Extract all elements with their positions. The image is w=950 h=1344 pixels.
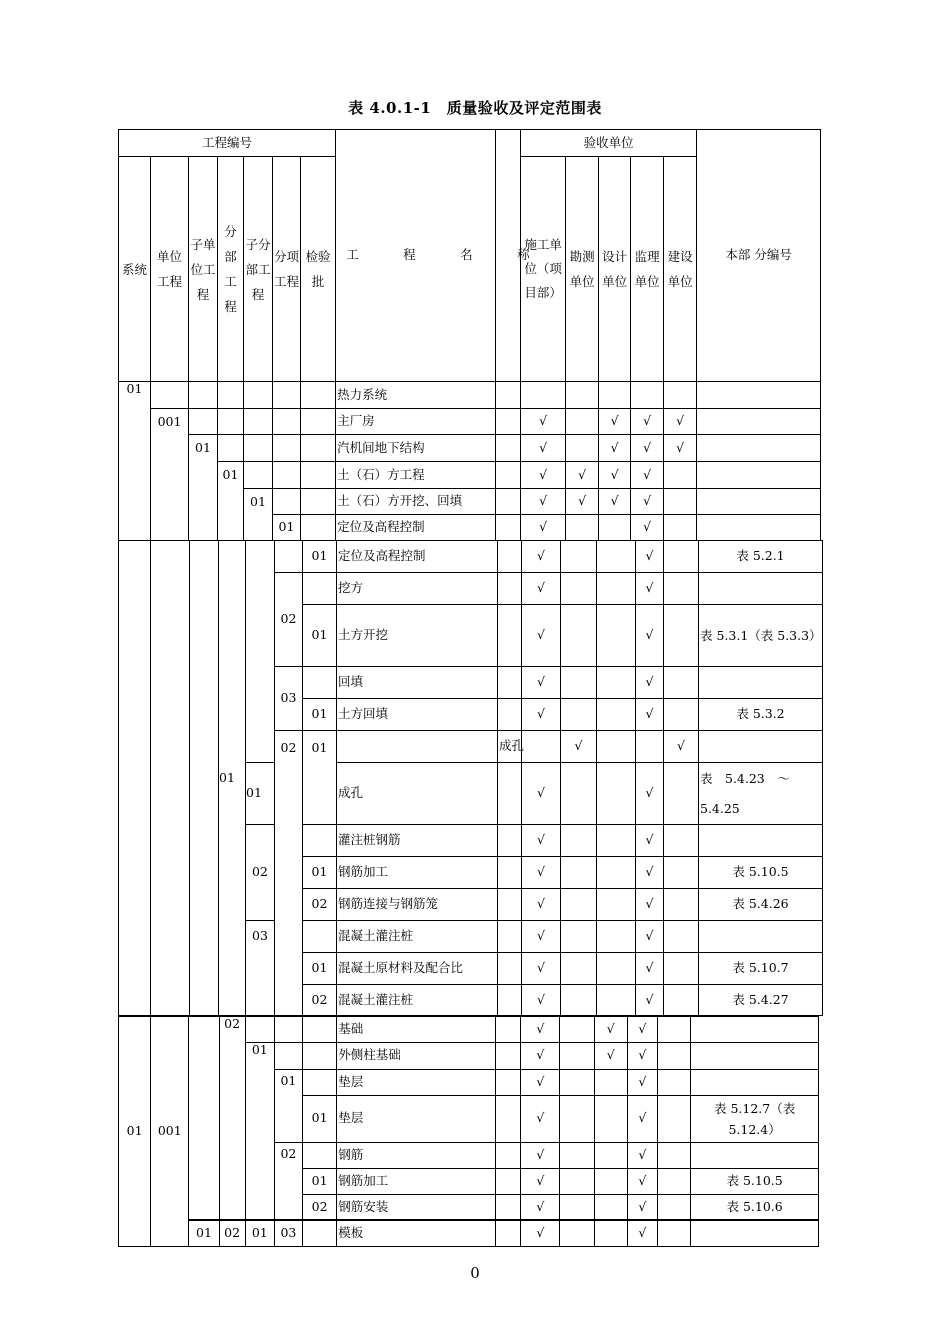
table-row	[119, 462, 821, 489]
check-construction: √	[521, 1142, 560, 1168]
header-sub-unit-project: 子单位工程	[189, 157, 218, 382]
cell-form-number: 表 5.4.27	[699, 985, 823, 1016]
check-supervision: √	[636, 763, 664, 825]
cell-division: 01	[219, 541, 246, 1016]
cell-project-name: 垫层	[337, 1095, 496, 1142]
check-supervision: √	[627, 1042, 657, 1069]
quality-acceptance-table-part-2	[118, 540, 823, 1016]
cell-project-name: 钢筋安装	[337, 1194, 496, 1220]
header-form-number: 本部 分编号	[697, 130, 821, 382]
cell-project-name: 灌注桩钢筋	[337, 825, 498, 857]
cell-item: 01	[303, 731, 337, 825]
header-construction-unit: 施工单位（项目部）	[521, 157, 566, 382]
cell-project-name: 定位及高程控制	[336, 515, 496, 541]
table-row	[119, 409, 821, 435]
cell-item: 02	[246, 825, 275, 921]
check-design: √	[599, 489, 631, 515]
table-row	[119, 382, 821, 409]
check-construction: √	[521, 409, 566, 435]
cell-system: 01	[119, 1016, 151, 1246]
header-project-name: 工 程 名 称	[336, 130, 496, 382]
table-row	[119, 435, 821, 462]
cell-item: 03	[274, 1220, 302, 1246]
cell-form-number: 表 5.4.26	[699, 889, 823, 921]
cell-item: 03	[246, 921, 275, 1016]
check-supervision: √	[627, 1016, 657, 1042]
check-supervision: √	[631, 462, 664, 489]
cell-system: 01	[119, 382, 151, 409]
cell-project-name: 定位及高程控制	[337, 541, 498, 573]
cell-sub-division: 01	[245, 1220, 274, 1246]
cell-project-name: 挖方	[337, 573, 498, 605]
check-construction: √	[521, 1042, 560, 1069]
cell-inspection-lot: 01	[303, 605, 337, 667]
cell-sub-unit-project: 01	[189, 1220, 219, 1246]
check-design: √	[599, 462, 631, 489]
cell-item: 02	[274, 1142, 302, 1220]
check-construction: √	[521, 1194, 560, 1220]
cell-sub-division: 02	[275, 731, 303, 1016]
cell-inspection-lot: 01	[303, 541, 337, 573]
cell-project-name: 混凝土原材料及配合比	[337, 953, 498, 985]
check-supervision: √	[631, 409, 664, 435]
cell-project-name: 钢筋连接与钢筋笼	[337, 889, 498, 921]
check-survey: √	[566, 489, 599, 515]
check-supervision: √	[627, 1220, 657, 1246]
check-construction: √	[561, 731, 597, 763]
cell-item: 01	[274, 1069, 302, 1142]
header-supervision-unit: 监理单位	[631, 157, 664, 382]
check-construction: √	[521, 1220, 560, 1246]
quality-acceptance-table-part-3	[118, 1015, 819, 1247]
check-owner: √	[664, 409, 697, 435]
check-construction: √	[522, 953, 561, 985]
cell-form-number: 表 5.4.23 ～5.4.25	[699, 763, 823, 825]
check-supervision: √	[636, 699, 664, 731]
page-number: 0	[470, 1264, 480, 1282]
cell-sub-division: 01	[244, 489, 273, 515]
cell-inspection-lot: 01	[303, 1095, 337, 1142]
check-supervision: √	[627, 1142, 657, 1168]
check-supervision: √	[636, 921, 664, 953]
cell-item: 03	[275, 667, 303, 731]
cell-division: 01	[218, 462, 244, 489]
cell-project-name: 钢筋	[337, 1142, 496, 1168]
cell-inspection-lot: 01	[303, 857, 337, 889]
check-supervision: √	[627, 1168, 657, 1194]
check-construction: √	[522, 763, 561, 825]
check-construction: √	[522, 605, 561, 667]
cell-project-name: 模板	[337, 1220, 496, 1246]
check-owner: √	[664, 435, 697, 462]
check-supervision: √	[636, 573, 664, 605]
cell-form-number: 表 5.10.6	[691, 1194, 819, 1220]
check-supervision: √	[636, 667, 664, 699]
header-acceptance-group: 验收单位	[521, 130, 697, 157]
cell-project-name: 混凝土灌注桩	[337, 985, 498, 1016]
cell-project-name: 钢筋加工	[337, 857, 498, 889]
cell-form-number: 表 5.12.7（表 5.12.4）	[691, 1095, 819, 1142]
check-construction: √	[522, 667, 561, 699]
check-supervision: √	[636, 985, 664, 1016]
check-construction: √	[522, 857, 561, 889]
check-construction: √	[521, 489, 566, 515]
cell-project-name: 土（石）方开挖、回填	[336, 489, 496, 515]
check-design: √	[594, 1016, 627, 1042]
header-sub-division: 子分部工程	[244, 157, 273, 382]
header-survey-unit: 勘测单位	[566, 157, 599, 382]
header-system: 系统	[119, 157, 151, 382]
cell-project-name: 混凝土灌注桩	[337, 921, 498, 953]
check-construction: √	[522, 889, 561, 921]
table-row	[119, 1016, 819, 1042]
check-supervision: √	[636, 889, 664, 921]
cell-inspection-lot: 02	[303, 1194, 337, 1220]
cell-project-name: 热力系统	[336, 382, 496, 409]
cell-project-name: 汽机间地下结构	[336, 435, 496, 462]
cell-item: 02	[275, 573, 303, 667]
header-inspection-lot: 检验批	[301, 157, 336, 382]
cell-form-number: 表 5.3.2	[699, 699, 823, 731]
check-supervision: √	[636, 825, 664, 857]
check-supervision: √	[627, 1095, 657, 1142]
cell-project-name: 基础	[337, 1016, 496, 1042]
table-row	[119, 541, 823, 573]
check-design: √	[599, 435, 631, 462]
cell-inspection-lot: 01	[303, 699, 337, 731]
cell-form-number: 表 5.10.5	[691, 1168, 819, 1194]
check-design: √	[594, 1042, 627, 1069]
cell-project-name: 主厂房	[336, 409, 496, 435]
cell-sub-division: 01	[245, 1042, 274, 1069]
check-construction: √	[521, 1168, 560, 1194]
check-construction: √	[521, 435, 566, 462]
header-owner-unit: 建设单位	[664, 157, 697, 382]
cell-unit-project: 001	[151, 1016, 189, 1246]
check-supervision: √	[631, 435, 664, 462]
table-row	[119, 1042, 819, 1069]
cell-form-number: 表 5.10.7	[699, 953, 823, 985]
cell-project-name: 土（石）方工程	[336, 462, 496, 489]
cell-division: 02	[219, 1016, 245, 1042]
cell-project-name: 回填	[337, 667, 498, 699]
check-supervision: √	[636, 541, 664, 573]
table-row	[119, 489, 821, 515]
cell-sub-unit-project: 01	[189, 435, 218, 462]
check-construction: √	[522, 541, 561, 573]
cell-inspection-lot: 01	[303, 953, 337, 985]
cell-project-name: 钢筋加工	[337, 1168, 496, 1194]
check-construction: √	[521, 1095, 560, 1142]
check-construction: √	[522, 699, 561, 731]
quality-acceptance-table-part-1	[118, 129, 821, 541]
header-design-unit: 设计单位	[599, 157, 631, 382]
cell-inspection-lot: 02	[303, 889, 337, 921]
cell-item: 01	[273, 515, 301, 541]
check-construction: √	[522, 985, 561, 1016]
check-construction: √	[522, 825, 561, 857]
check-supervision: √	[636, 953, 664, 985]
cell-project-name: 土方开挖	[337, 605, 498, 667]
check-construction: √	[521, 1069, 560, 1095]
check-construction: √	[521, 462, 566, 489]
cell-inspection-lot: 01	[246, 763, 275, 825]
cell-project-name: 土方回填	[337, 699, 498, 731]
cell-form-number: 表 5.10.5	[699, 857, 823, 889]
header-division: 分部工程	[218, 157, 244, 382]
header-code-group: 工程编号	[119, 130, 336, 157]
check-supervision: √	[631, 489, 664, 515]
check-supervision: √	[627, 1194, 657, 1220]
check-design: √	[599, 409, 631, 435]
check-construction: √	[521, 1016, 560, 1042]
cell-unit-project: 001	[151, 409, 189, 435]
check-supervision: √	[627, 1069, 657, 1095]
header-unit-project: 单位工程	[151, 157, 189, 382]
cell-form-number: 表 5.3.1（表 5.3.3）	[699, 605, 823, 667]
check-supervision: √	[636, 857, 664, 889]
cell-project-name: 成孔	[498, 731, 522, 763]
check-supervision: √	[636, 605, 664, 667]
cell-project-name: 外侧柱基础	[337, 1042, 496, 1069]
check-supervision: √	[664, 731, 699, 763]
check-construction: √	[522, 921, 561, 953]
cell-division: 02	[219, 1220, 245, 1246]
cell-inspection-lot: 02	[303, 985, 337, 1016]
check-construction: √	[521, 515, 566, 541]
table-title: 表 4.0.1-1 质量验收及评定范围表	[348, 99, 602, 117]
cell-project-name: 成孔	[337, 763, 498, 825]
table-row	[119, 1220, 819, 1246]
cell-inspection-lot: 01	[303, 1168, 337, 1194]
check-supervision: √	[631, 515, 664, 541]
check-construction: √	[522, 573, 561, 605]
cell-project-name: 垫层	[337, 1069, 496, 1095]
cell-form-number: 表 5.2.1	[699, 541, 823, 573]
header-item: 分项工程	[273, 157, 301, 382]
check-survey: √	[566, 462, 599, 489]
